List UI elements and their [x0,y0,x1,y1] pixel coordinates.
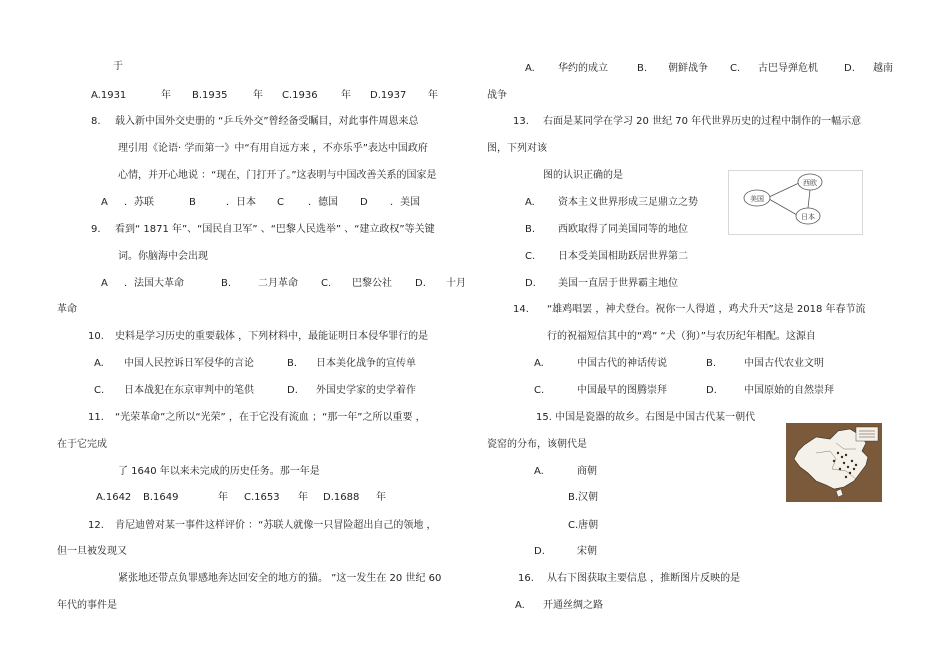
relationship-diagram-svg [729,171,862,234]
q9-option-c-label: C. [321,278,332,289]
q8-line-2: 理引用《论语· 学而第一》中“有用自远方来 ，不亦乐乎”表达中国政府 [118,143,428,154]
china-map-svg [786,423,882,502]
q10-line-1: 史料是学习历史的重要载体 ，下列材料中，最能证明日本侵华罪行的是 [115,331,429,342]
q9-option-a-label: A [101,278,108,289]
q15-option-a-text: 商朝 [577,466,597,477]
q10-option-b-label: B. [287,358,298,369]
q15-option-d-text: 宋朝 [577,546,597,557]
diagram-edge-left-top [769,183,799,197]
q11-option-d-unit: 年 [376,492,386,503]
q12-line-3: 紧张地还带点负罪感地奔达回安全的地方的猫。 ”这一发生在 20 世纪 60 [118,573,442,584]
diagram-edge-top-right [808,190,810,208]
q8-line-1: 载入新中国外交史册的 “乒乓外交”曾经备受瞩目，对此事件周恩来总 [115,116,419,127]
q11-option-c: C.1653 [244,492,280,503]
q12-option-a-label: A. [525,63,535,74]
q14-line-1: “雄鸡唱罢 ，神犬登台。祝你一人得道 ，鸡犬升天”这是 2018 年春节流 [547,304,866,315]
q13-option-c-label: C. [525,251,536,262]
diagram-node-right-label: 日本 [801,213,815,221]
q11-option-c-unit: 年 [298,492,308,503]
q11-option-d: D.1688 [323,492,360,503]
q16-option-a-text: 开通丝绸之路 [543,600,603,611]
q13-option-c-text: 日本受美国相助跃居世界第二 [558,251,688,262]
q13-relationship-diagram [728,170,863,235]
q13-option-d-text: 美国一直居于世界霸主地位 [558,278,678,289]
q7-option-b: B.1935 [192,90,228,101]
q9-option-d-label: D. [415,278,426,289]
q13-option-b-label: B. [525,224,536,235]
q13-option-a-text: 资本主义世界形成三足鼎立之势 [558,197,698,208]
q15-line-1: 15. 中国是瓷器的故乡。右图是中国古代某一朝代 [536,412,756,423]
q14-option-b-label: B. [706,358,717,369]
q12-option-d-text: 越南 [873,63,893,74]
island-outline [836,489,843,497]
q11-line-2: 在于它完成 [57,439,107,450]
q14-option-a-label: A. [534,358,544,369]
q14-option-c-text: 中国最早的图腾崇拜 [577,385,667,396]
q12-line-4: 年代的事件是 [57,600,117,611]
q14-number: 14. [513,304,529,315]
q8-number: 8. [91,116,101,127]
q10-option-d-label: D. [287,385,298,396]
q15-line-2: 瓷窑的分布，该朝代是 [487,439,587,450]
q7-option-c-unit: 年 [341,90,351,101]
diagram-node-left-label: 美国 [750,195,764,203]
q12-option-d-label: D. [844,63,855,74]
diagram-node-top-label: 西欧 [803,179,817,187]
q13-line-2: 图，下列对该 [487,143,547,154]
q12-option-d-continued: 战争 [487,90,507,101]
q13-line-1: 右面是某同学在学习 20 世纪 70 年代世界历史的过程中制作的一幅示意 [543,116,862,127]
q11-number: 11. [88,412,104,423]
q7-option-d: D.1937 [370,90,407,101]
q16-number: 16. [518,573,534,584]
q11-option-b-unit: 年 [218,492,228,503]
q12-option-c-text: 古巴导弹危机 [758,63,818,74]
q12-option-c-label: C. [730,63,741,74]
q15-option-d-label: D. [534,546,545,557]
q7-option-a: A.1931 [91,90,127,101]
q12-line-1: 肯尼迪曾对某一事件这样评价 ：“苏联人就像一只冒险超出自己的领地 ， [115,520,437,531]
q14-option-d-text: 中国原始的自然崇拜 [744,385,834,396]
q9-option-b-text: 二月革命 [258,278,298,289]
q10-option-d-text: 外国史学家的史学着作 [316,385,416,396]
q9-number: 9. [91,224,101,235]
q11-option-b: B.1649 [143,492,179,503]
q11-line-1: “光荣革命”之所以“光荣” ，在于它没有流血 ；“那一年”之所以重要 ， [115,412,426,423]
q10-option-b-text: 日本美化战争的宣传单 [316,358,416,369]
q12-option-a-text: 华约的成立 [558,63,608,74]
q12-line-2: 但一旦被发现又 [57,546,127,557]
q7-option-d-unit: 年 [428,90,438,101]
q13-number: 13. [513,116,529,127]
q8-option-d-text: ．美国 [390,197,420,208]
q16-line-1: 从右下图获取主要信息 ，推断图片反映的是 [547,573,741,584]
q15-option-b: B.汉朝 [568,492,599,503]
q8-option-d-label: D [360,197,368,208]
q13-option-d-label: D. [525,278,536,289]
q12-option-b-label: B. [637,63,648,74]
q7-stem-end: 于 [113,61,123,72]
q10-number: 10. [88,331,104,342]
q12-number: 12. [88,520,104,531]
q8-option-b-text: ．日本 [226,197,256,208]
q9-line-1: 看到“ 1871 年”、“国民自卫军” 、“巴黎人民选举” 、“建立政权”等关键 [115,224,435,235]
q10-option-a-text: 中国人民控诉日军侵华的言论 [124,358,254,369]
q11-line-3: 了 1640 年以来未完成的历史任务。那一年是 [118,466,320,477]
q9-option-d-continued: 革命 [57,304,77,315]
q14-option-b-text: 中国古代农业文明 [744,358,824,369]
q10-option-a-label: A. [94,358,104,369]
q14-line-2: 行的祝福短信其中的“鸡” “犬（狗）”与农历纪年相配。这源自 [547,331,816,342]
q8-option-c-text: ．德国 [308,197,338,208]
q7-option-b-unit: 年 [253,90,263,101]
q9-option-b-label: B. [221,278,232,289]
q8-option-b-label: B [189,197,196,208]
q14-option-a-text: 中国古代的神话传说 [577,358,667,369]
q9-option-a-text: ．法国大革命 [124,278,184,289]
q8-option-a-label: A [101,197,108,208]
q7-option-a-unit: 年 [161,90,171,101]
q9-option-c-text: 巴黎公社 [352,278,392,289]
q7-option-c: C.1936 [282,90,318,101]
q11-option-a: A.1642 [96,492,132,503]
q14-option-d-label: D. [706,385,717,396]
q13-line-3: 图的认识正确的是 [543,170,623,181]
q15-kiln-distribution-map [786,423,882,502]
diagram-edge-left-right [769,199,797,215]
q10-option-c-label: C. [94,385,105,396]
q16-option-a-label: A. [515,600,525,611]
q15-option-a-label: A. [534,466,544,477]
q9-line-2: 词。你脑海中会出现 [118,251,208,262]
q13-option-b-text: 西欧取得了同美国同等的地位 [558,224,688,235]
q14-option-c-label: C. [534,385,545,396]
q8-option-a-text: ．苏联 [124,197,154,208]
q9-option-d-text: 十月 [446,278,466,289]
q8-option-c-label: C [277,197,284,208]
q13-option-a-label: A. [525,197,535,208]
q15-option-c: C.唐朝 [568,520,599,531]
q8-line-3: 心情，并开心地说 ：“现在，门打开了。”这表明与中国改善关系的国家是 [118,170,437,181]
q12-option-b-text: 朝鲜战争 [668,63,708,74]
q10-option-c-text: 日本战犯在东京审判中的笔供 [124,385,254,396]
